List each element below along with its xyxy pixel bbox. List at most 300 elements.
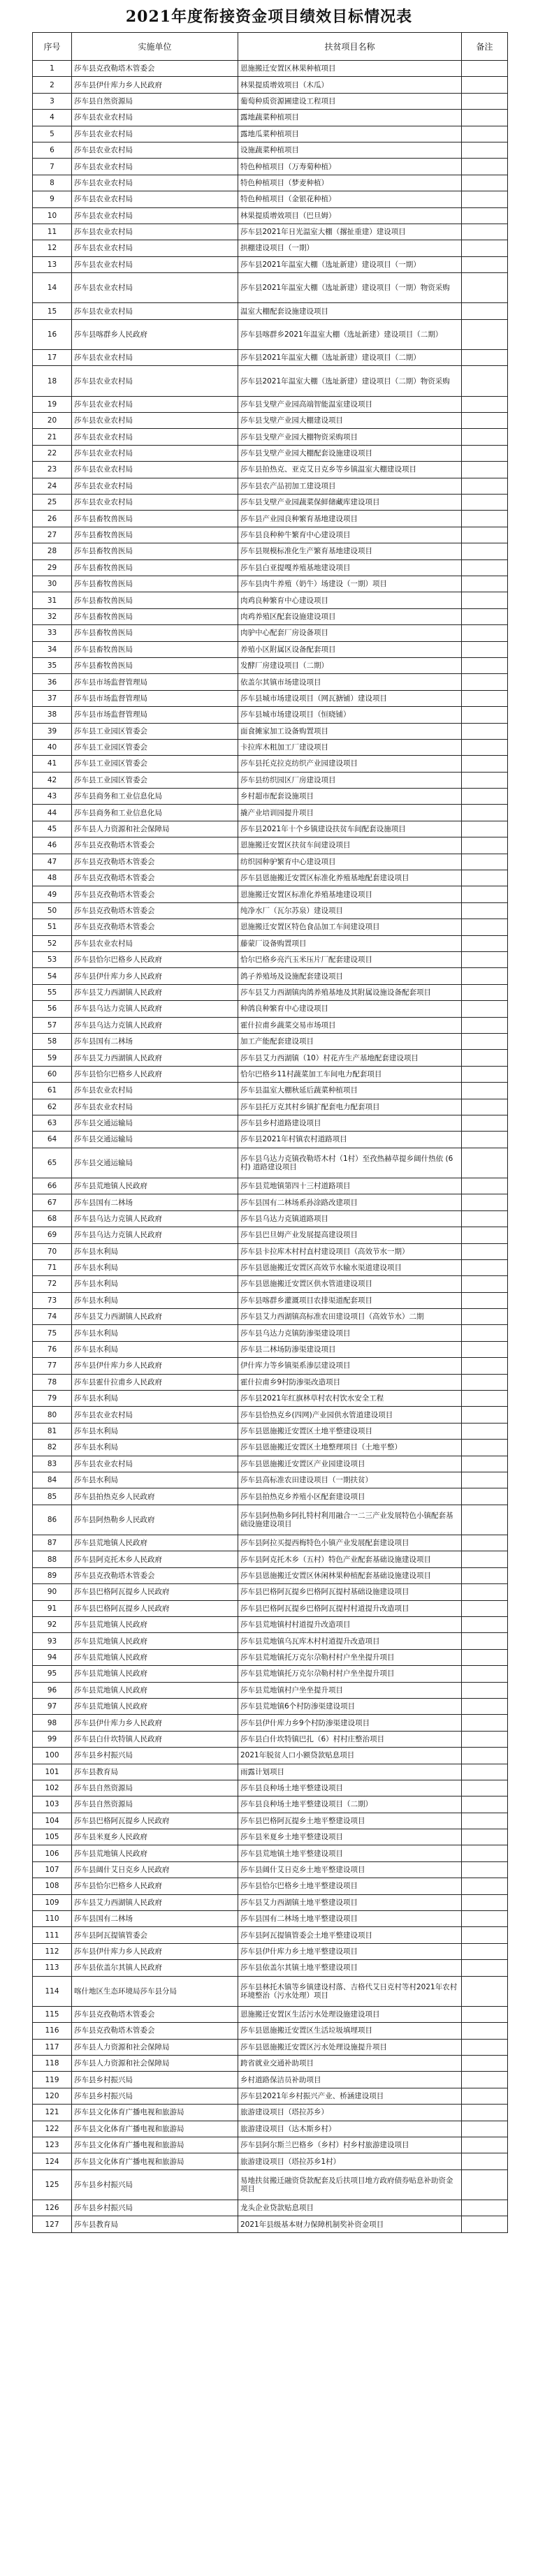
cell-index: 10 [33,207,72,224]
cell-remark [462,2200,508,2216]
cell-project-name: 莎车县荒地镇托万克尔尕勒村村户坐坐提升项目 [238,1666,462,1682]
cell-project-name: 莎车县阔什艾日克乡土地平整建设项目 [238,1861,462,1878]
cell-remark [462,1894,508,1910]
cell-index: 86 [33,1505,72,1535]
cell-project-name: 莎车县荒地镇村户坐坐提升项目 [238,1682,462,1698]
table-row [33,657,508,673]
cell-index: 74 [33,1309,72,1325]
table-row [33,1976,508,2006]
table-row [33,1649,508,1665]
cell-unit: 莎车县克孜勒塔木管委会 [72,902,238,919]
cell-remark [462,1066,508,1082]
cell-remark [462,511,508,527]
cell-index: 37 [33,690,72,706]
cell-unit: 莎车县畜牧兽医局 [72,608,238,624]
cell-remark [462,707,508,723]
cell-project-name: 莎车县卡拉库木村村直村建设项目（高效节水一期） [238,1243,462,1259]
cell-index: 92 [33,1617,72,1633]
cell-unit: 莎车县农业农村局 [72,413,238,429]
cell-unit: 莎车县水利局 [72,1391,238,1407]
cell-unit: 莎车县伊什库力乡人民政府 [72,968,238,984]
cell-remark [462,1682,508,1698]
cell-project-name: 特色种植项目（万寿菊种植） [238,159,462,175]
cell-index: 55 [33,984,72,1000]
cell-remark [462,2056,508,2072]
cell-remark [462,1488,508,1505]
cell-unit: 莎车县荒地镇人民政府 [72,1617,238,1633]
table-header-row [33,33,508,61]
table-row [33,592,508,608]
cell-index: 107 [33,1861,72,1878]
cell-unit: 莎车县伊什库力乡人民政府 [72,77,238,93]
cell-project-name: 莎车县二林场防渗渠建设项目 [238,1341,462,1357]
cell-index: 32 [33,608,72,624]
cell-unit: 莎车县克孜勒塔木管委会 [72,886,238,902]
cell-remark [462,1407,508,1423]
cell-project-name: 莎车县良种场土地平整建设项目 [238,1780,462,1796]
cell-project-name: 莎车县恩施搬迁安置区高效节水输水渠道建设项目 [238,1259,462,1275]
cell-index: 108 [33,1878,72,1894]
cell-index: 4 [33,110,72,126]
cell-index: 102 [33,1780,72,1796]
cell-remark [462,2153,508,2169]
header-remark: 备注 [462,33,508,61]
cell-remark [462,413,508,429]
table-row [33,319,508,349]
cell-project-name: 莎车县国有二林场系孙涂路改建项目 [238,1194,462,1210]
cell-remark [462,1731,508,1747]
cell-project-name: 莎车县戈壁产业园大棚物资采购项目 [238,429,462,445]
cell-project-name: 特色种植项目（梦麦种植） [238,175,462,191]
cell-index: 21 [33,429,72,445]
cell-project-name: 莎车县托万克其村乡镇扩配套电力配套项目 [238,1099,462,1115]
cell-unit: 莎车县农业农村局 [72,175,238,191]
cell-unit: 莎车县农业农村局 [72,240,238,256]
cell-project-name: 莎车县艾力西湖镇土地平整建设项目 [238,1894,462,1910]
cell-project-name: 莎车县2021年村镇农村道路项目 [238,1132,462,1148]
cell-remark [462,657,508,673]
cell-project-name: 拱棚建设项目（一期） [238,240,462,256]
cell-index: 98 [33,1715,72,1731]
cell-index: 9 [33,191,72,207]
cell-index: 20 [33,413,72,429]
cell-remark [462,256,508,272]
cell-index: 126 [33,2200,72,2216]
cell-index: 87 [33,1535,72,1551]
cell-unit: 莎车县荒地镇人民政府 [72,1666,238,1682]
cell-remark [462,1292,508,1308]
cell-unit: 莎车县巴格阿瓦提乡人民政府 [72,1584,238,1600]
cell-index: 8 [33,175,72,191]
cell-index: 30 [33,576,72,592]
cell-unit: 莎车县荒地镇人民政府 [72,1845,238,1861]
cell-project-name: 依盖尔其镇市场建设项目 [238,674,462,690]
cell-index: 43 [33,789,72,805]
cell-remark [462,1584,508,1600]
cell-project-name: 肉鸡良种繁育中心建设项目 [238,592,462,608]
cell-project-name: 恰尔巴格乡亮汽玉米压片厂配套建设项目 [238,951,462,967]
table-row [33,690,508,706]
cell-project-name: 跨省就业交通补助项目 [238,2056,462,2072]
cell-index: 125 [33,2169,72,2200]
cell-project-name: 莎车县温室大棚秋延后蔬菜种植项目 [238,1083,462,1099]
cell-remark [462,77,508,93]
cell-unit: 莎车县恰尔巴格乡人民政府 [72,951,238,967]
cell-unit: 莎车县农业农村局 [72,396,238,412]
table-row [33,303,508,319]
table-row [33,1115,508,1131]
cell-index: 66 [33,1178,72,1194]
cell-project-name: 莎车县艾力西湖镇肉鸽养殖基地及其附属设施设备配套项目 [238,984,462,1000]
table-row [33,1033,508,1049]
cell-unit: 莎车县阿克托木乡人民政府 [72,1551,238,1567]
cell-project-name: 2021年脱贫人口小额贷款贴息项目 [238,1748,462,1764]
cell-remark [462,1698,508,1714]
table-row [33,1148,508,1178]
cell-index: 52 [33,935,72,951]
cell-unit: 莎车县自然资源局 [72,1780,238,1796]
cell-unit: 莎车县畜牧兽医局 [72,657,238,673]
table-row [33,511,508,527]
cell-project-name: 2021年县级基本财力保障机制奖补资金项目 [238,2216,462,2232]
cell-unit: 莎车县商务和工业信息化局 [72,805,238,821]
table-row [33,1001,508,1017]
cell-remark [462,1243,508,1259]
cell-unit: 莎车县农业农村局 [72,110,238,126]
cell-project-name: 莎车县恩施搬迁安置区土地平整建设项目 [238,1423,462,1439]
cell-unit: 莎车县文化体育广播电视和旅游局 [72,2105,238,2121]
cell-unit: 莎车县克孜勒塔木管委会 [72,837,238,854]
cell-unit: 莎车县农业农村局 [72,478,238,494]
cell-project-name: 莎车县高标准农田建设项目（一期扶贫） [238,1472,462,1488]
table-row [33,2200,508,2216]
cell-unit: 莎车县人力资源和社会保障局 [72,2039,238,2055]
cell-project-name: 特色种植项目（金银花种植） [238,191,462,207]
cell-index: 96 [33,1682,72,1698]
cell-index: 110 [33,1911,72,1927]
cell-remark [462,641,508,657]
cell-project-name: 卡拉库木粗加工厂建设项目 [238,739,462,755]
table-row [33,1017,508,1033]
cell-index: 25 [33,495,72,511]
cell-index: 46 [33,837,72,854]
cell-project-name: 莎车县乌达力克镇道路项目 [238,1210,462,1227]
cell-project-name: 莎车县拍热克、亚克艾日克乡等乡镇温室大棚建设项目 [238,462,462,478]
table-row [33,1374,508,1390]
table-row [33,478,508,494]
cell-project-name: 莎车县白亚提嘎养殖基地建设项目 [238,559,462,576]
table-row [33,1099,508,1115]
cell-project-name: 莎车县托克拉克纺织产业园建设项目 [238,756,462,772]
cell-index: 57 [33,1017,72,1033]
cell-project-name: 莎车县2021年十个乡镇建设扶贫车间配套设施项目 [238,821,462,837]
cell-project-name: 旅游建设项目（达木斯乡村） [238,2121,462,2137]
cell-remark [462,445,508,461]
cell-remark [462,478,508,494]
cell-project-name: 莎车县产业园良种繁育基地建设项目 [238,511,462,527]
cell-project-name: 莎车县阿拉买提西梅特色小镇产业发展配套建设项目 [238,1535,462,1551]
cell-unit: 莎车县农业农村局 [72,350,238,366]
cell-unit: 莎车县教育局 [72,2216,238,2232]
cell-remark [462,1033,508,1049]
table-row [33,1764,508,1780]
table-row [33,772,508,788]
cell-remark [462,1050,508,1066]
cell-remark [462,126,508,142]
table-row [33,1358,508,1374]
cell-unit: 莎车县畜牧兽医局 [72,543,238,559]
cell-remark [462,592,508,608]
cell-unit: 莎车县伊什库力乡人民政府 [72,1943,238,1959]
cell-project-name: 肉驴中心配套厂房设备项目 [238,625,462,641]
cell-unit: 莎车县艾力西湖镇人民政府 [72,1309,238,1325]
cell-unit: 莎车县乡村振兴局 [72,2169,238,2200]
table-row [33,77,508,93]
table-row [33,1666,508,1682]
cell-remark [462,1911,508,1927]
cell-unit: 莎车县伊什库力乡人民政府 [72,1358,238,1374]
cell-remark [462,1374,508,1390]
cell-remark [462,2216,508,2232]
cell-index: 67 [33,1194,72,1210]
cell-index: 109 [33,1894,72,1910]
cell-index: 15 [33,303,72,319]
cell-remark [462,2023,508,2039]
cell-unit: 莎车县教育局 [72,1764,238,1780]
cell-unit: 莎车县农业农村局 [72,935,238,951]
table-row [33,207,508,224]
cell-project-name: 莎车县规模标准化生产繁育基地建设项目 [238,543,462,559]
table-row [33,1748,508,1764]
cell-index: 93 [33,1633,72,1649]
cell-remark [462,1132,508,1148]
cell-index: 114 [33,1976,72,2006]
cell-unit: 莎车县文化体育广播电视和旅游局 [72,2121,238,2137]
table-row [33,723,508,739]
cell-unit: 莎车县农业农村局 [72,1083,238,1099]
cell-remark [462,756,508,772]
cell-unit: 莎车县荒地镇人民政府 [72,1535,238,1551]
cell-project-name: 莎车县荒地镇托万克尔尕勒村村户坐坐提升项目 [238,1649,462,1665]
table-row [33,1210,508,1227]
table-row [33,93,508,109]
cell-index: 89 [33,1567,72,1583]
cell-unit: 莎车县克孜勒塔木管委会 [72,919,238,935]
table-row [33,1551,508,1567]
cell-project-name: 莎车县戈壁产业园高端智能温室建设项目 [238,396,462,412]
table-row [33,674,508,690]
cell-project-name: 莎车县阿热勒乡阿扎特村利用融合一二三产业发展特色小镇配套基础设施建设项目 [238,1505,462,1535]
cell-remark [462,527,508,543]
cell-index: 79 [33,1391,72,1407]
table-row [33,2153,508,2169]
cell-remark [462,1083,508,1099]
cell-unit: 莎车县艾力西湖镇人民政府 [72,1894,238,1910]
table-row [33,1813,508,1829]
cell-index: 28 [33,543,72,559]
cell-index: 106 [33,1845,72,1861]
cell-project-name: 莎车县艾力西湖镇高标准农田建设项目（高效节水）二期 [238,1309,462,1325]
table-row [33,256,508,272]
table-row [33,2039,508,2055]
cell-index: 72 [33,1276,72,1292]
cell-index: 18 [33,366,72,396]
cell-index: 97 [33,1698,72,1714]
cell-remark [462,1472,508,1488]
table-row [33,175,508,191]
cell-remark [462,1617,508,1633]
cell-remark [462,303,508,319]
cell-remark [462,2039,508,2055]
table-row [33,445,508,461]
cell-remark [462,1796,508,1813]
cell-index: 64 [33,1132,72,1148]
cell-remark [462,1440,508,1456]
table-row [33,2137,508,2153]
cell-unit: 莎车县市场监督管理局 [72,690,238,706]
cell-unit: 莎车县乌达力克镇人民政府 [72,1210,238,1227]
table-row [33,1276,508,1292]
cell-index: 90 [33,1584,72,1600]
cell-unit: 莎车县人力资源和社会保障局 [72,821,238,837]
cell-remark [462,837,508,854]
table-row [33,1617,508,1633]
cell-index: 78 [33,1374,72,1390]
table-row [33,641,508,657]
cell-unit: 莎车县水利局 [72,1341,238,1357]
cell-index: 77 [33,1358,72,1374]
cell-index: 127 [33,2216,72,2232]
table-row [33,608,508,624]
cell-project-name: 莎车县荒地镇第四十三村道路项目 [238,1178,462,1194]
cell-project-name: 易地扶贫搬迁融资贷款配套及后扶项目地方政府债券贴息补助资金项目 [238,2169,462,2200]
cell-project-name: 撬产业培训园提升项目 [238,805,462,821]
cell-remark [462,1927,508,1943]
cell-remark [462,608,508,624]
cell-unit: 莎车县米夏乡人民政府 [72,1829,238,1845]
cell-project-name: 纺织园种驴繁育中心建设项目 [238,854,462,870]
table-row [33,559,508,576]
cell-remark [462,1780,508,1796]
table-row [33,1325,508,1341]
cell-index: 14 [33,273,72,303]
table-row [33,1066,508,1082]
cell-index: 70 [33,1243,72,1259]
table-row [33,1132,508,1148]
cell-index: 22 [33,445,72,461]
cell-project-name: 莎车县白什坎特镇巴扎（6）村村庄整治项目 [238,1731,462,1747]
table-row [33,935,508,951]
cell-project-name: 发酵厂房建设项目（二期） [238,657,462,673]
cell-unit: 莎车县工业园区管委会 [72,723,238,739]
cell-remark [462,1194,508,1210]
table-row [33,756,508,772]
cell-remark [462,1210,508,1227]
cell-remark [462,1178,508,1194]
table-row [33,805,508,821]
cell-project-name: 莎车县巴格阿瓦提乡巴格阿瓦提村基础设施建设项目 [238,1584,462,1600]
cell-project-name: 纯净水厂（瓦尔苏泉）建设项目 [238,902,462,919]
cell-index: 116 [33,2023,72,2039]
cell-unit: 莎车县农业农村局 [72,224,238,240]
cell-project-name: 设施蔬菜种植项目 [238,142,462,158]
cell-index: 17 [33,350,72,366]
cell-remark [462,1600,508,1616]
cell-unit: 莎车县阔什艾日克乡人民政府 [72,1861,238,1878]
cell-index: 24 [33,478,72,494]
cell-index: 41 [33,756,72,772]
cell-project-name: 莎车县国有二林场土地平整建设项目 [238,1911,462,1927]
cell-unit: 莎车县水利局 [72,1259,238,1275]
cell-remark [462,576,508,592]
cell-unit: 莎车县乌达力克镇人民政府 [72,1017,238,1033]
table-row [33,413,508,429]
cell-index: 35 [33,657,72,673]
cell-remark [462,1861,508,1878]
cell-remark [462,1391,508,1407]
table-row [33,240,508,256]
cell-remark [462,1813,508,1829]
table-row [33,159,508,175]
table-row [33,1633,508,1649]
table-row [33,2056,508,2072]
cell-project-name: 肉鸡养殖区配套设施建设项目 [238,608,462,624]
cell-unit: 莎车县交通运输局 [72,1132,238,1148]
cell-index: 42 [33,772,72,788]
cell-remark [462,1358,508,1374]
table-row [33,2006,508,2022]
cell-unit: 莎车县荒地镇人民政府 [72,1698,238,1714]
cell-index: 31 [33,592,72,608]
cell-project-name: 莎车县喀群乡2021年温室大棚（选址新建）建设项目（二期） [238,319,462,349]
cell-index: 100 [33,1748,72,1764]
cell-index: 61 [33,1083,72,1099]
cell-project-name: 莎车县恩施搬迁安置区供水管道建设项目 [238,1276,462,1292]
cell-remark [462,739,508,755]
cell-project-name: 葡萄种质资源圃建设工程项目 [238,93,462,109]
table-row [33,1535,508,1551]
cell-project-name: 莎车县米夏乡土地平整建设项目 [238,1829,462,1845]
cell-remark [462,919,508,935]
table-row [33,350,508,366]
cell-project-name: 旅游建设项目（塔拉苏乡） [238,2105,462,2121]
cell-unit: 莎车县伊什库力乡人民政府 [72,1715,238,1731]
cell-project-name: 莎车县农产品初加工建设项目 [238,478,462,494]
cell-unit: 莎车县水利局 [72,1292,238,1308]
table-row [33,126,508,142]
cell-remark [462,1227,508,1243]
table-row [33,61,508,77]
cell-index: 85 [33,1488,72,1505]
cell-index: 68 [33,1210,72,1227]
table-body [33,61,508,2233]
cell-index: 59 [33,1050,72,1066]
cell-project-name: 莎车县恩施搬迁安置区休闲林果种植配套基础设施建设项目 [238,1567,462,1583]
cell-project-name: 藤蒙厂设备购置项目 [238,935,462,951]
cell-project-name: 莎车县荒地镇村村道提升改造项目 [238,1617,462,1633]
cell-index: 122 [33,2121,72,2137]
table-row [33,1682,508,1698]
cell-unit: 莎车县水利局 [72,1325,238,1341]
cell-index: 38 [33,707,72,723]
cell-index: 115 [33,2006,72,2022]
cell-unit: 莎车县荒地镇人民政府 [72,1178,238,1194]
cell-project-name: 林果提质增效项目（巴旦姆） [238,207,462,224]
cell-remark [462,772,508,788]
header-project-name: 扶贫项目名称 [238,33,462,61]
cell-project-name: 莎车县恩施搬迁安置区污水处理设施提升项目 [238,2039,462,2055]
cell-project-name: 恩施搬迁安置区标准化养殖基地建设项目 [238,886,462,902]
